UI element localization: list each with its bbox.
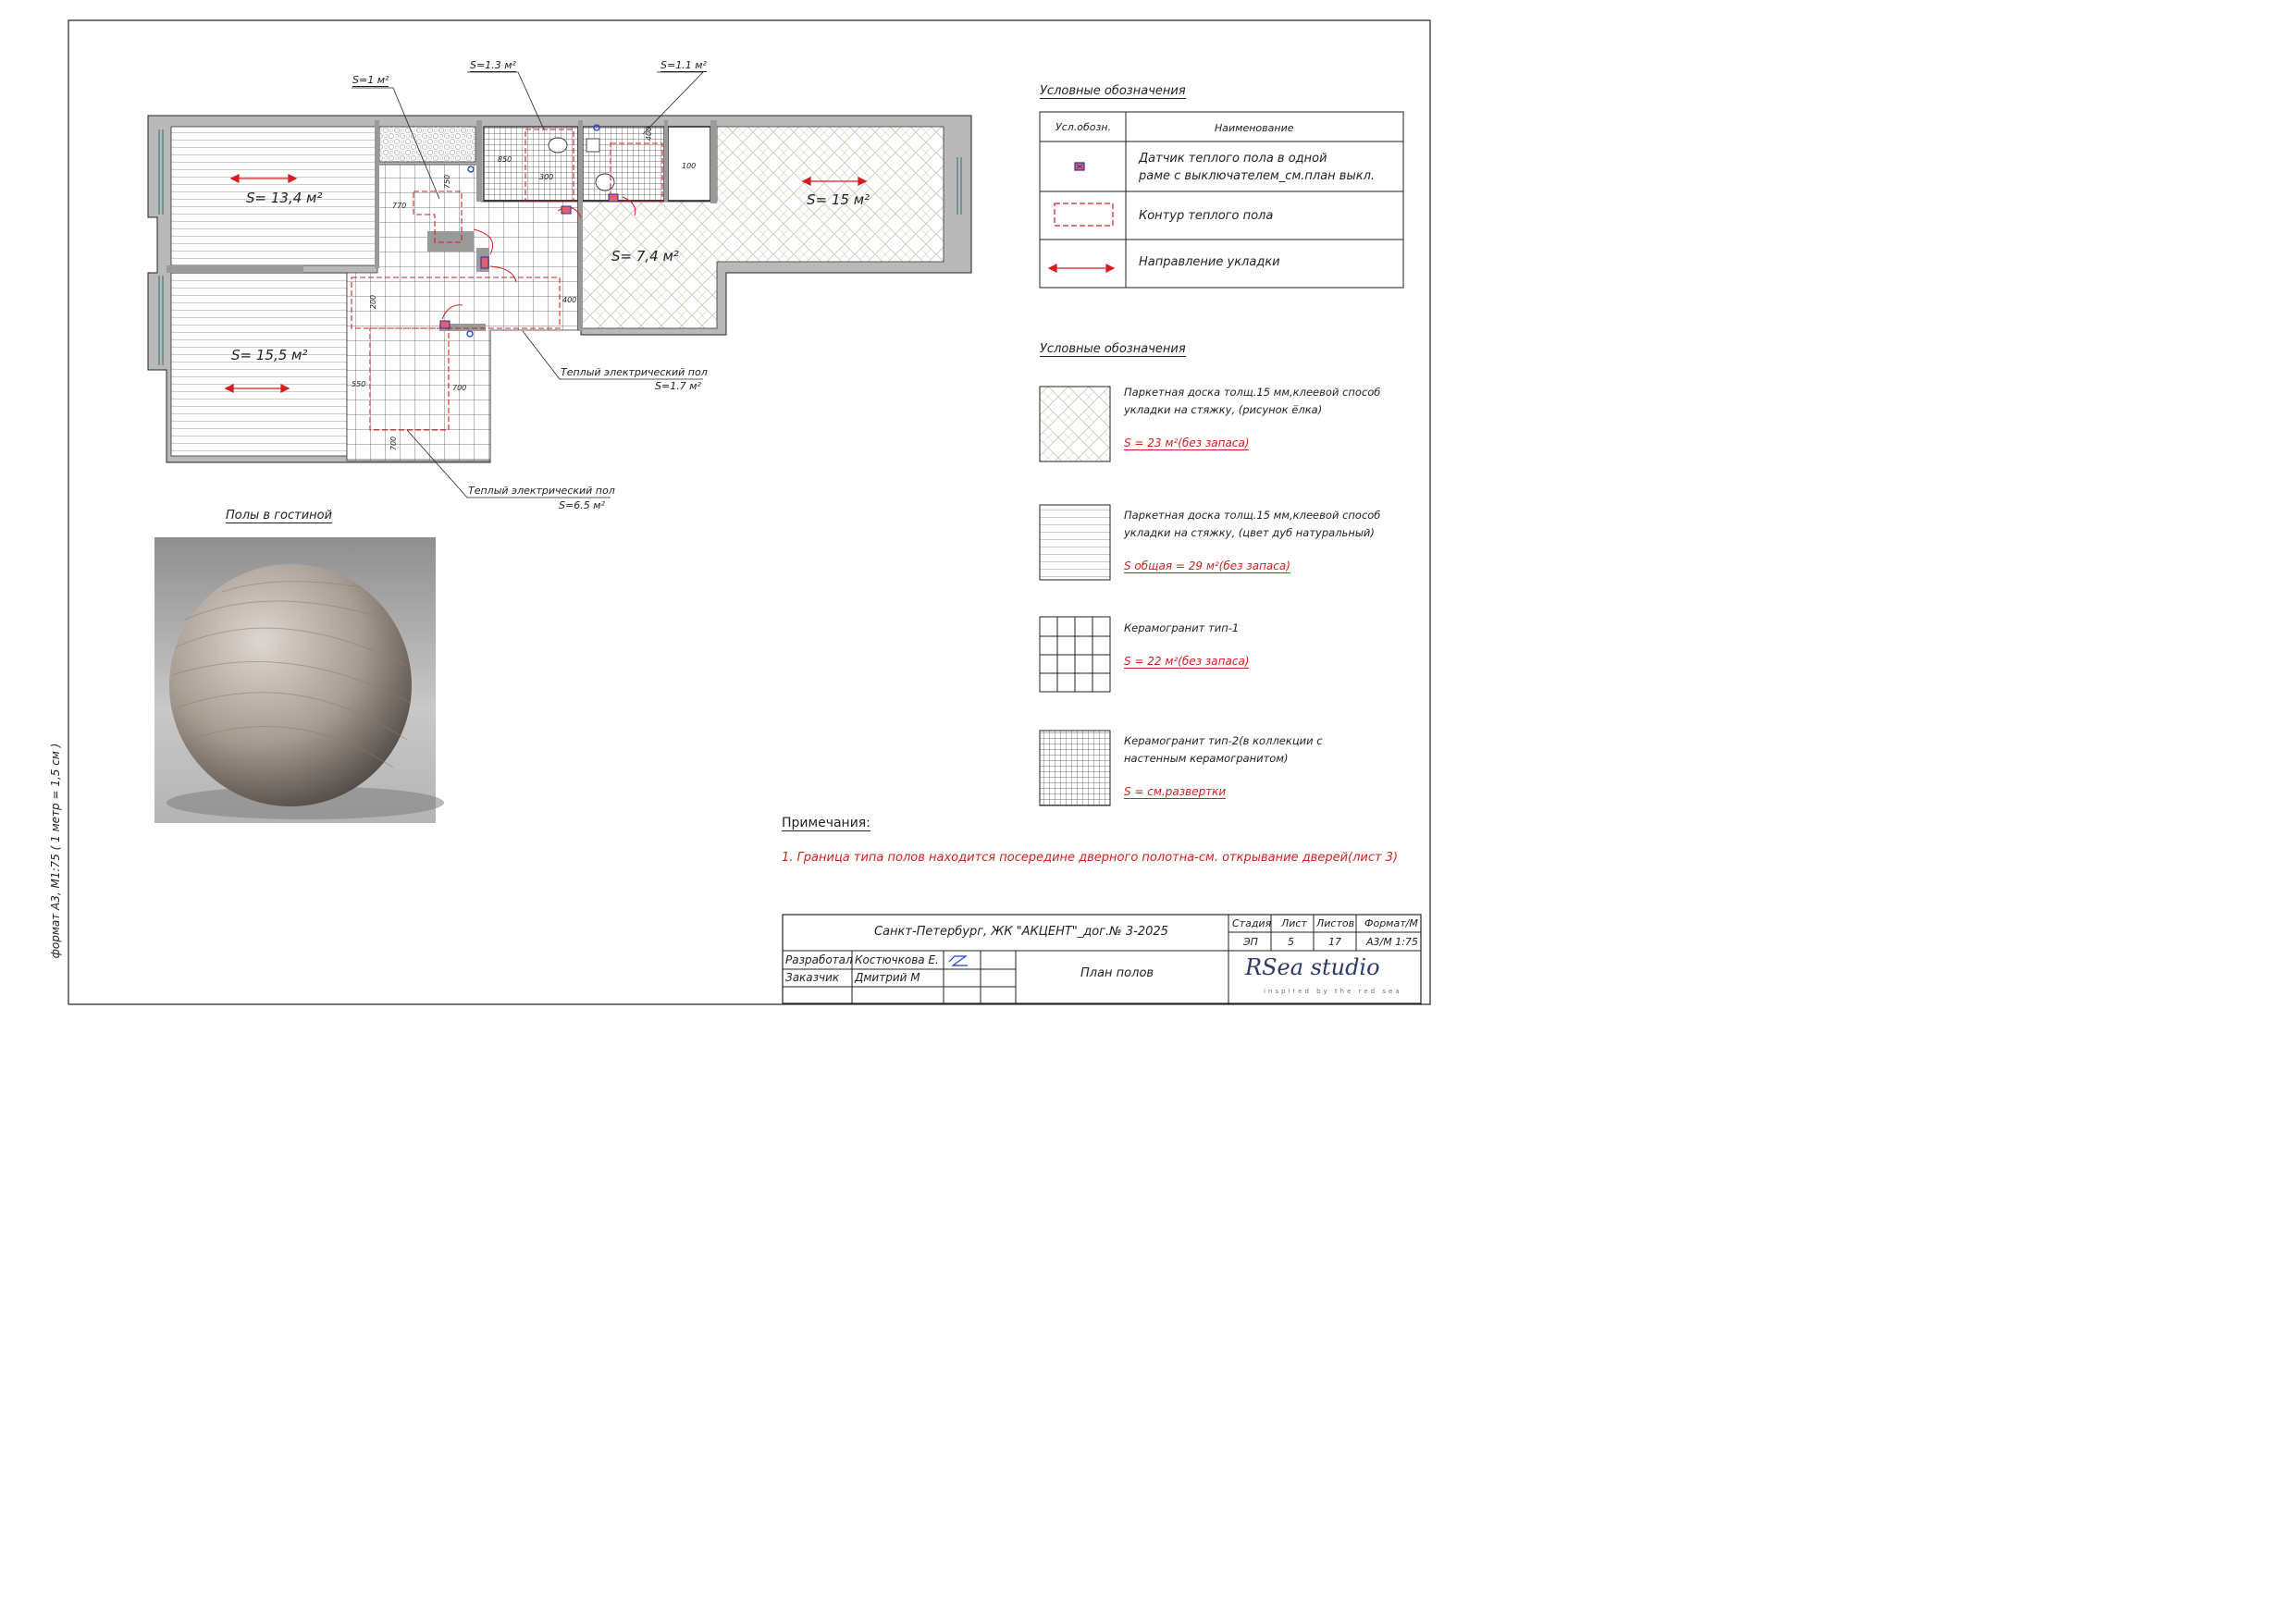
side-format-text: формат А3, М1:75 ( 1 метр = 1,5 см ) <box>49 743 62 959</box>
legend-2-item4-area: S = см.развертки <box>1124 785 1227 798</box>
legend-2-item1-line2: укладки на стяжку, (рисунок ёлка) <box>1124 403 1323 416</box>
dim-label: 200 <box>369 294 378 310</box>
heated-floor-1-title: Теплый электрический пол <box>561 366 708 378</box>
dim-label: 400 <box>645 126 654 141</box>
notes-item-1: 1. Граница типа полов находится посередине дверного полотна-см. открывание дверей(лист 3) <box>782 851 1399 865</box>
callout-area-1: S=1 м² <box>352 74 389 86</box>
title-block-sheets: 17 <box>1328 936 1341 948</box>
dim-label: 700 <box>389 436 399 451</box>
title-block-header-format: Формат/М <box>1364 917 1418 929</box>
heated-floor-2-title: Теплый электрический пол <box>468 485 615 497</box>
legend-1-col2: Наименование <box>1215 122 1294 134</box>
dim-label: 750 <box>443 174 452 190</box>
niche-pebble <box>379 127 475 162</box>
legend-2-item2-area: S общая = 29 м²(без запаса) <box>1124 559 1290 572</box>
swatch-tile-2 <box>1040 731 1110 805</box>
room-label-bedroom-1: S= 13,4 м² <box>246 190 323 206</box>
notes-title: Примечания: <box>782 816 870 830</box>
floor-plan <box>148 72 971 498</box>
dim-label: 700 <box>452 384 467 392</box>
title-block-client-name: Дмитрий М <box>855 971 920 984</box>
legend-2-item3-area: S = 22 м²(без запаса) <box>1124 655 1250 668</box>
title-block-client-label: Заказчик <box>785 971 840 984</box>
legend-2-item2-line1: Паркетная доска толщ.15 мм,клеевой способ <box>1124 509 1381 522</box>
title-block-sheet: 5 <box>1288 936 1294 948</box>
room-hall <box>347 165 578 461</box>
heated-floor-2-area: S=6.5 м² <box>559 499 605 511</box>
title-block-project: Санкт-Петербург, ЖК "АКЦЕНТ"_дог.№ 3-2025 <box>874 925 1168 939</box>
title-block-sheet-title: План полов <box>1080 966 1154 980</box>
legend-2-item4-line2: настенным керамогранитом) <box>1124 752 1289 765</box>
logo-text: RSea studio <box>1245 954 1380 980</box>
legend-1-row1-line2: раме с выключателем_см.план выкл. <box>1139 169 1376 183</box>
title-block-format: А3/М 1:75 <box>1366 936 1418 948</box>
room-label-living: S= 15 м² <box>807 191 870 208</box>
legend-1-row2: Контур теплого пола <box>1139 209 1274 223</box>
callout-area-3: S=1.1 м² <box>660 59 707 71</box>
room-bedroom-2 <box>171 273 347 456</box>
legend-1-row3: Направление укладки <box>1139 255 1280 269</box>
legend-2-item1-line1: Паркетная доска толщ.15 мм,клеевой способ <box>1124 386 1381 399</box>
legend-2-item3-line1: Керамогранит тип-1 <box>1124 621 1240 634</box>
legend-2-title: Условные обозначения <box>1040 342 1186 356</box>
room-bathroom-1 <box>484 127 578 201</box>
legend-2-item2-line2: укладки на стяжку, (цвет дуб натуральный) <box>1124 526 1375 539</box>
title-block-header-stage: Стадия <box>1232 917 1272 929</box>
swatch-planks <box>1040 505 1110 580</box>
living-room-caption: Полы в гостиной <box>226 509 333 523</box>
room-label-bedroom-2: S= 15,5 м² <box>231 347 308 363</box>
wood-sphere-image <box>154 537 444 823</box>
dim-label: 100 <box>682 162 697 170</box>
logo-tagline: inspired by the red sea <box>1264 988 1402 995</box>
legend-2-item4-line1: Керамогранит тип-2(в коллекции с <box>1124 734 1323 747</box>
dim-label: 550 <box>352 380 366 388</box>
room-label-hall: S= 7,4 м² <box>611 248 679 264</box>
title-block-header-sheet: Лист <box>1281 917 1307 929</box>
dim-label: 850 <box>498 155 512 164</box>
title-block-header-sheets: Листов <box>1316 917 1355 929</box>
legend-1-title: Условные обозначения <box>1040 84 1186 98</box>
legend-1-row1-line1: Датчик теплого пола в одной <box>1139 152 1327 166</box>
callout-area-2: S=1.3 м² <box>470 59 516 71</box>
legend-swatches <box>1040 387 1110 805</box>
legend-2-item1-area: S = 23 м²(без запаса) <box>1124 436 1250 449</box>
legend-1-col1: Усл.обозн. <box>1055 121 1112 133</box>
swatch-herringbone <box>1040 387 1110 461</box>
dim-label: 300 <box>539 173 554 181</box>
title-block-developer-label: Разработал <box>785 953 853 966</box>
title-block-stage: ЭП <box>1243 936 1258 948</box>
dim-label: 770 <box>392 202 407 210</box>
title-block-developer-name: Костючкова Е. <box>855 953 939 966</box>
heated-floor-1-area: S=1.7 м² <box>655 380 701 392</box>
dim-label: 400 <box>562 296 577 304</box>
studio-logo <box>1240 954 1415 1001</box>
